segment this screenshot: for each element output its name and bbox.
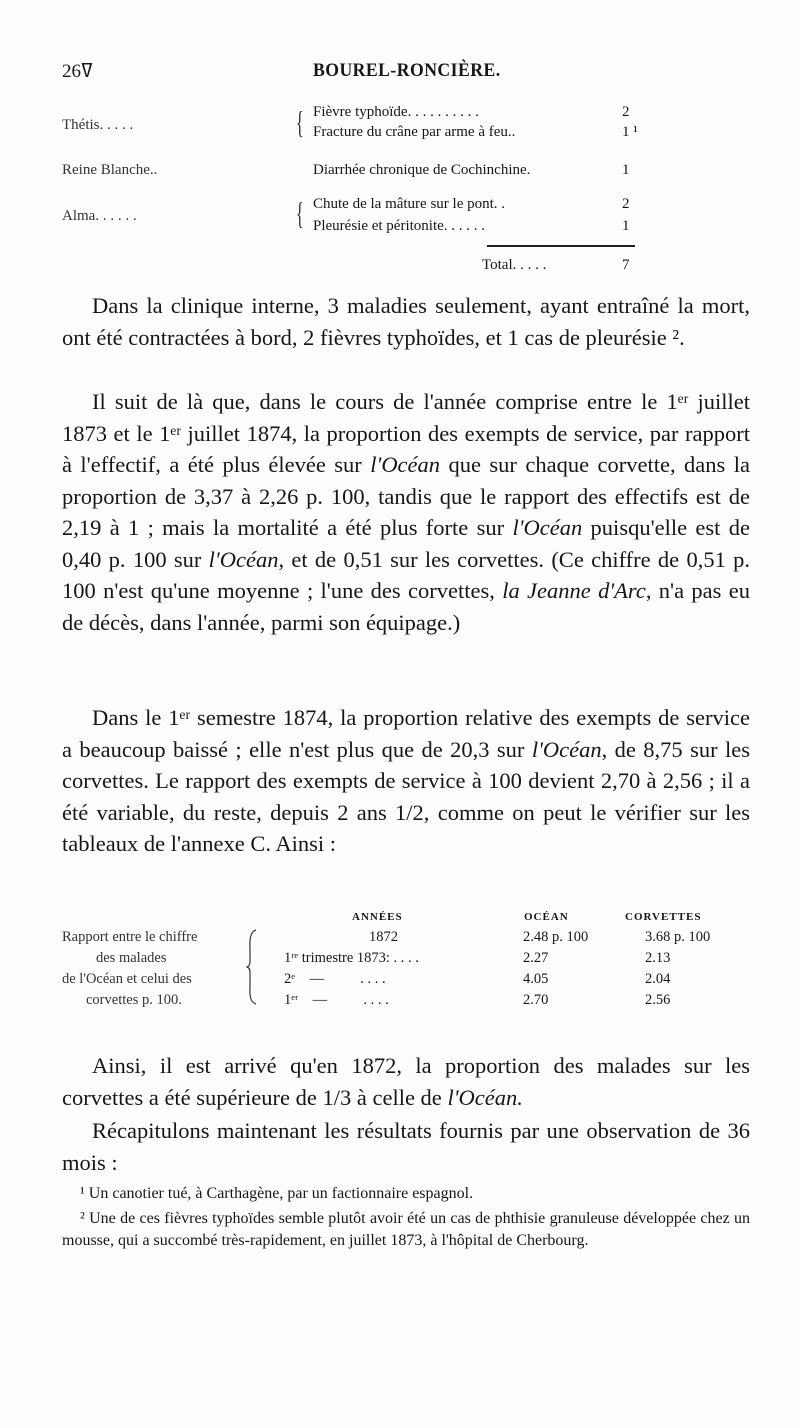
column-header-corvettes: CORVETTES [625,911,702,923]
death-cause: Fracture du crâne par arme à feu.. [313,124,516,140]
body-paragraph: Il suit de là que, dans le cours de l'année comprise entre le 1ᵉʳ juillet 1873 et le 1ᵉʳ juillet 1874, la proportion des exempts de service, par rapport à l'effectif, a été plus élevée sur l'Océan que sur chaque corvette, dans la proportion de 3,37 à 2,26 p. 100, tandis que le rapport des effectifs est de 2,19 à 1 ; mais la mortalité a été plus forte sur l'Océan puisqu'elle est de 0,40 p. 100 sur l'Océan, et de 0,51 sur les corvettes. (Ce chiffre de 0,51 p. 100 n'est qu'une moyenne ; l'une des corvettes, la Jeanne d'Arc, n'a pas eu de décès, dans l'année, parmi son équipage.) [62,389,750,635]
total-value: 7 [622,257,630,273]
brace-icon: { [296,104,304,140]
footnote: ¹ Un canotier tué, à Carthagène, par un factionnaire espagnol. [80,1185,474,1202]
ship-name: Thétis. . . . . [62,117,134,133]
death-cause: Pleurésie et péritonite. . . . . . [313,218,486,234]
death-count: 2 [622,196,630,212]
total-label: Total. . . . . [482,257,547,273]
year-cell: 1ᵉʳ — . . . . [284,992,389,1008]
corvettes-cell: 2.13 [645,950,671,966]
page-number: 2ߜ6 [62,61,93,82]
death-cause: Chute de la mâture sur le pont. . [313,196,506,212]
death-cause: Diarrhée chronique de Cochinchine. [313,162,531,178]
brace-icon [246,928,260,1006]
footnote: ² Une de ces fièvres typhoïdes semble plutôt avoir été un cas de phthisie granuleuse développée chez un mousse, qui a succombé très-rapidement, en juillet 1873, à l'hôpital de Cherbourg. [62,1210,750,1249]
ship-name-ocean: l'Océan [208,546,279,572]
row-label: des malades [96,950,167,966]
year-cell: 2ᵉ — . . . . [284,971,386,987]
row-label: corvettes p. 100. [86,992,182,1008]
ship-name: Alma. . . . . . [62,208,137,224]
running-title: BOUREL-RONCIÈRE. [313,60,501,81]
row-label: Rapport entre le chiffre [62,929,198,945]
ocean-cell: 2.27 [523,950,549,966]
ship-name-ocean: l'Océan [370,452,441,477]
death-count: 1 [622,218,630,234]
body-paragraph: Dans le 1ᵉʳ semestre 1874, la proportion relative des exempts de service a beaucoup baissé ; elle n'est plus que de 20,3 sur l'Océan, de 8,75 sur les corvettes. Le rapport des exempts de service à 100 devient 2,70 à 2,56 ; il a été variable, du reste, depuis 2 ans 1/2, comme on peut le vérifier sur les tableaux de l'annexe C. Ainsi : [62,705,750,856]
death-count: 1 ¹ [622,124,638,140]
column-header-ocean: OCÉAN [524,911,569,923]
corvettes-cell: 2.04 [645,971,671,987]
ship-name-ocean: l'Océan. [447,1084,523,1110]
body-paragraph: Récapitulons maintenant les résultats fournis par une observation de 36 mois : [62,1118,750,1175]
death-count: 2 [622,104,630,120]
ship-name: Reine Blanche.. [62,162,158,178]
year-cell: 1872 [369,929,398,945]
ship-name-ocean: l'Océan [512,515,583,540]
death-count: 1 [622,162,630,178]
ocean-cell: 2.70 [523,992,549,1008]
body-paragraph: Ainsi, il est arrivé qu'en 1872, la proportion des malades sur les corvettes a été supérieure de 1/3 à celle de l'Océan. [62,1053,750,1110]
corvettes-cell: 2.56 [645,992,671,1008]
ocean-cell: 2.48 p. 100 [523,929,589,945]
row-label: de l'Océan et celui des [62,971,192,987]
brace-icon: { [296,195,304,231]
ship-name-ocean: l'Océan [531,736,602,762]
year-cell: 1ʳᵉ trimestre 1873: . . . . [284,950,419,966]
ocean-cell: 4.05 [523,971,549,987]
corvettes-cell: 3.68 p. 100 [645,929,711,945]
body-paragraph: Dans la clinique interne, 3 maladies seulement, ayant entraîné la mort, ont été contractées à bord, 2 fièvres typhoïdes, et 1 cas de pleurésie ². [62,293,750,350]
death-cause: Fièvre typhoïde. . . . . . . . . . [313,104,479,120]
total-rule [487,245,635,247]
ship-name-jeanne-darc: la Jeanne d'Arc [502,578,646,603]
column-header-years: ANNÉES [352,911,403,923]
